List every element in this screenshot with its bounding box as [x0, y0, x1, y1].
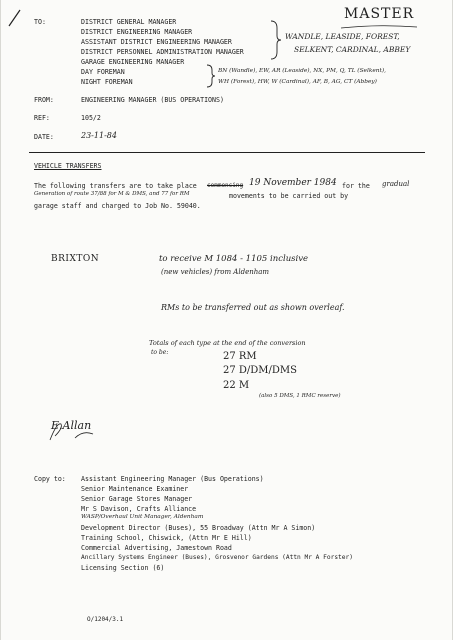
corner-tick-mark — [7, 8, 23, 28]
handwritten-garages-line: WANDLE, LEASIDE, FOREST, — [285, 32, 400, 41]
body-line3: garage staff and charged to Job No. 59040. — [34, 202, 201, 210]
handwritten-codes-line: BN (Wandle), EW, AR (Leaside), NX, PM, Q, TL (Selkent), — [218, 68, 386, 74]
copy-item: Mr S Davison, Crafts Alliance — [81, 505, 197, 513]
signature-flourish — [47, 418, 97, 444]
recipient-item: DISTRICT ENGINEERING MANAGER — [81, 28, 193, 36]
master-stamp-underline — [339, 23, 419, 31]
copy-item: Development Director (Buses), 55 Broadway (Attn Mr A Simon) — [81, 524, 316, 532]
hand-total-m: 22 M — [223, 380, 250, 391]
body-line1-end: for the — [342, 182, 370, 190]
recipient-item: DISTRICT GENERAL MANAGER — [81, 18, 177, 26]
copy-item: Training School, Chiswick, (Attn Mr E Hill) — [81, 534, 252, 542]
header-divider — [29, 152, 425, 153]
copy-item: Senior Garage Stores Manager — [81, 495, 193, 503]
hand-totals-line-2: to be: — [151, 349, 169, 356]
copy-item: WASP/Overhaul Unit Manager, Aldenham — [81, 514, 204, 520]
body-line1-start: The following transfers are to take place — [34, 182, 197, 190]
hand-note: (also 5 DMS, 1 RMC reserve) — [259, 393, 341, 399]
ref-value: 105/2 — [81, 114, 101, 122]
hand-totals-line: Totals of each type at the end of the conversion — [149, 339, 306, 347]
handwritten-codes-line: WH (Forest), HW, W (Cardinal), AF, B, AG, CT (Abbey) — [218, 79, 377, 85]
hand-total-d: 27 D/DM/DMS — [223, 365, 298, 376]
body-hand-date: 19 November 1984 — [249, 178, 337, 188]
master-stamp: MASTER — [344, 6, 415, 22]
ref-label: REF: — [34, 114, 50, 122]
body-line2-hand: Generation of route 37/88 for M & DMS, and 77 for RM — [34, 191, 190, 197]
hand-receive-line-2: (new vehicles) from Aldenham — [161, 268, 270, 276]
signature: E.Allan — [51, 419, 92, 432]
body-line2-end: movements to be carried out by — [229, 192, 349, 200]
recipient-item: GARAGE ENGINEERING MANAGER — [81, 58, 185, 66]
copy-item: Licensing Section (6) — [81, 564, 165, 572]
copy-item: Assistant Engineering Manager (Bus Operations) — [81, 475, 264, 483]
recipient-brace-upper — [269, 20, 283, 60]
hand-total-rm: 27 RM — [223, 351, 257, 362]
body-line1-struck: commencing — [207, 182, 244, 189]
recipient-item: NIGHT FOREMAN — [81, 78, 133, 86]
date-label: DATE: — [34, 133, 54, 141]
handwritten-garages-line: SELKENT, CARDINAL, ABBEY — [294, 45, 411, 54]
recipient-item: DISTRICT PERSONNEL ADMINISTRATION MANAGER — [81, 48, 244, 56]
copy-item: Ancillary Systems Engineer (Buses), Grosvenor Gardens (Attn Mr A Forster) — [81, 554, 353, 561]
memo-subject: VEHICLE TRANSFERS — [34, 162, 102, 170]
date-value: 23-11-84 — [81, 131, 117, 140]
from-label: FROM: — [34, 96, 54, 104]
copy-item: Commercial Advertising, Jamestown Road — [81, 544, 232, 552]
form-code: O/1204/3.1 — [87, 616, 124, 623]
hand-rms-line: RMs to be transferred out as shown overleaf. — [161, 303, 345, 312]
copy-item: Senior Maintenance Examiner — [81, 485, 189, 493]
hand-garage-name: BRIXTON — [51, 254, 100, 264]
body-line1-hand-tail: gradual — [382, 180, 410, 188]
recipient-item: ASSISTANT DISTRICT ENGINEERING MANAGER — [81, 38, 232, 46]
recipient-item: DAY FOREMAN — [81, 68, 125, 76]
recipient-brace-lower — [205, 64, 217, 88]
hand-receive-line: to receive M 1084 - 1105 inclusive — [159, 254, 309, 264]
to-label: TO: — [34, 18, 46, 26]
from-value: ENGINEERING MANAGER (BUS OPERATIONS) — [81, 96, 224, 104]
copy-label: Copy to: — [34, 475, 66, 483]
